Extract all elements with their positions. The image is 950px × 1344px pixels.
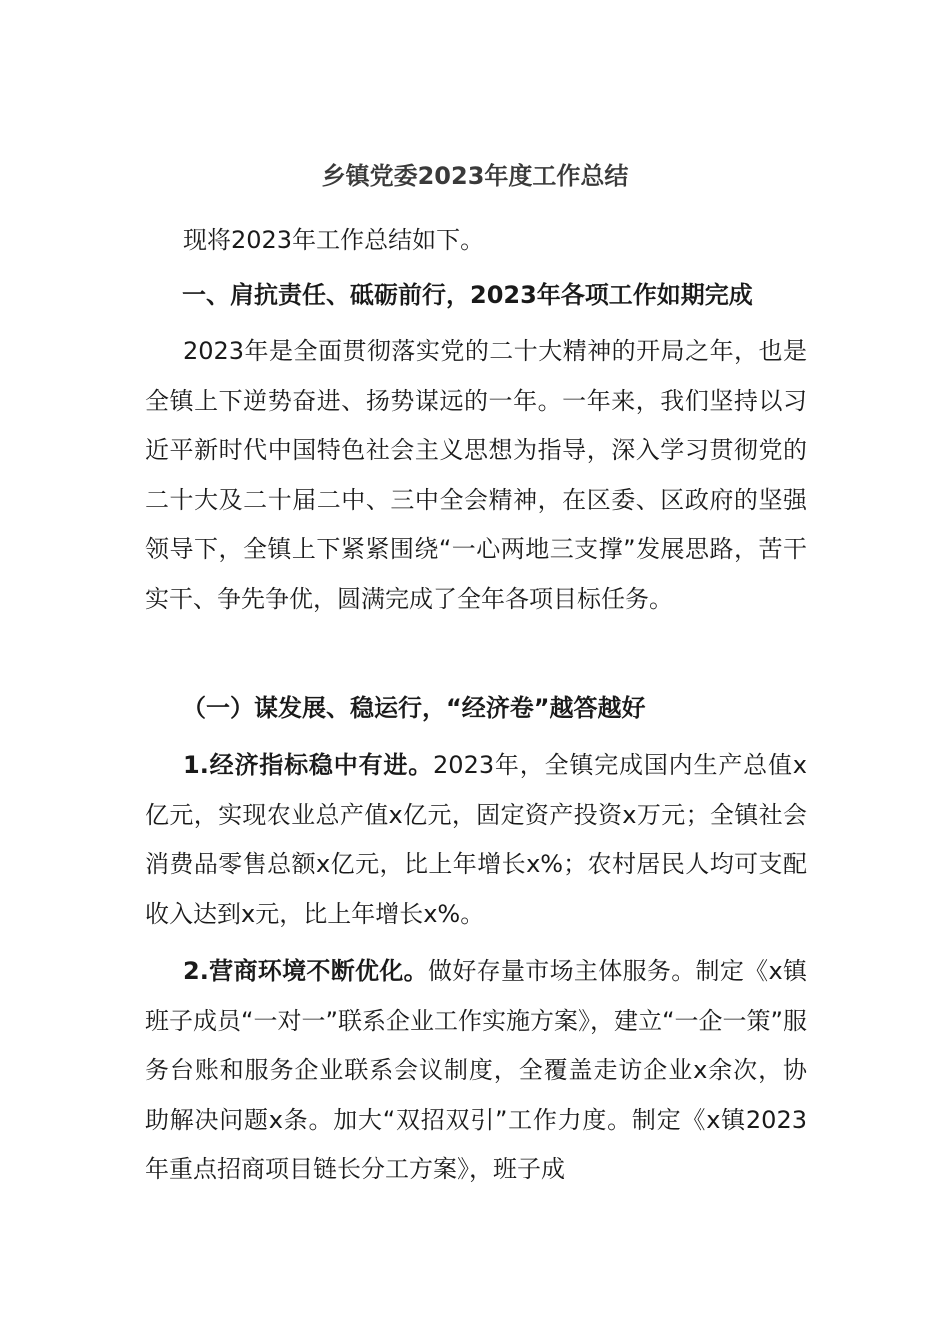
overview-paragraph: 2023年是全面贯彻落实党的二十大精神的开局之年，也是全镇上下逆势奋进、扬势谋远的一年。一年来，我们坚持以习近平新时代中国特色社会主义思想为指导，深入学习贯彻党的二十大及二十届二中、三中全会精神，在区委、区政府的坚强领导下，全镇上下紧紧围绕“一心两地三支撑”发展思路，苦干实干、争先争优，圆满完成了全年各项目标任务。: [145, 337, 807, 613]
document-title: 乡镇党委2023年度工作总结: [321, 162, 629, 190]
paragraph-text: 做好存量市场主体服务。制定《x镇班子成员“一对一”联系企业工作实施方案》，建立“一企一策”服务台账和服务企业联系会议制度，全覆盖走访企业x余次，协助解决问题x条。加大“双招双引”工作力度。制定《x镇2023年重点招商项目链长分工方案》，班子成: [145, 957, 807, 1183]
economic-indicators-paragraph: [145, 741, 807, 939]
paragraph-text: 2023年，全镇完成国内生产总值x亿元，实现农业总产值x亿元，固定资产投资x万元；全镇社会消费品零售总额x亿元，比上年增长x%；农村居民人均可支配收入达到x元，比上年增长x%。: [145, 751, 807, 928]
intro-paragraph: 现将2023年工作总结如下。: [183, 226, 485, 254]
subsection-heading: （一）谋发展、稳运行，“经济卷”越答越好: [182, 694, 646, 722]
section-heading: 一、肩抗责任、砥砺前行，2023年各项工作如期完成: [182, 281, 753, 309]
business-environment-paragraph: [145, 947, 807, 1195]
paragraph-lead: 1.经济指标稳中有进。: [183, 751, 434, 779]
paragraph-lead: 2.营商环境不断优化。: [183, 957, 429, 985]
